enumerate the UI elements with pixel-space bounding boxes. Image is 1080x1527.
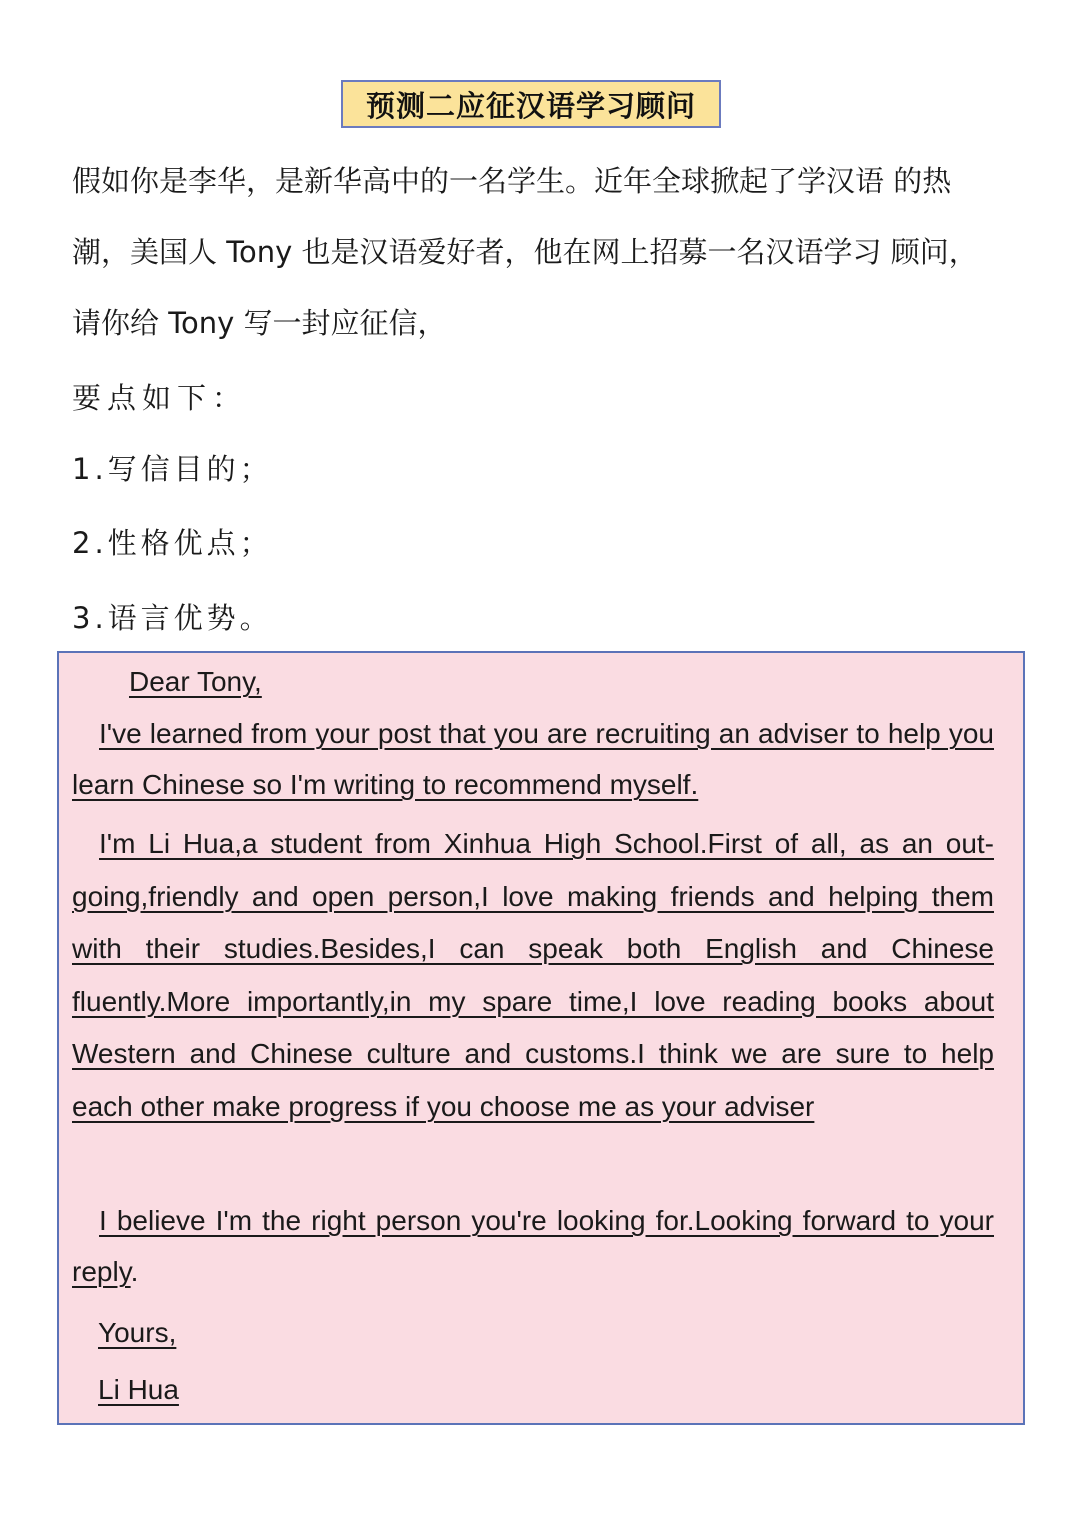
greeting-text: Dear Tony, xyxy=(129,666,262,697)
essay-paragraph-1 xyxy=(72,708,994,810)
prompt-line-2: 潮，美国人 Tony 也是汉语爱好者，他在网上招募一名汉语学习 顾问， xyxy=(72,235,978,269)
prompt-line-1: 假如你是李华，是新华高中的一名学生。近年全球掀起了学汉语 的热 xyxy=(72,164,952,198)
point-3: 3.语言优势。 xyxy=(72,601,273,635)
essay-greeting xyxy=(129,662,1051,702)
point-1: 1.写信目的； xyxy=(72,452,273,486)
page-title: 预测二应征汉语学习顾问 xyxy=(365,88,696,123)
paragraph-3-period: . xyxy=(130,1256,139,1287)
paragraph-3-text: I believe I'm the right person you're looking for.Looking forward to your reply xyxy=(72,1205,994,1287)
paragraph-2-text: I'm Li Hua,a student from Xinhua High School.First of all, as an out-going,friendly and open person,I love making friends and helping them with their studies.Besides,I can speak both English and Chinese fluently.More importantly,in my spare time,I love reading books about Western and Chinese culture and customs.I think we are sure to help each other make progress if you choose me as your adviser xyxy=(72,828,994,1122)
essay-paragraph-3 xyxy=(72,1195,994,1297)
signature-text: Li Hua xyxy=(98,1374,179,1405)
points-header: 要点如下： xyxy=(72,381,248,415)
closing-text: Yours, xyxy=(98,1317,177,1348)
essay-paragraph-2 xyxy=(72,818,994,1133)
essay-closing xyxy=(98,1313,1020,1353)
title-banner xyxy=(341,80,721,128)
paragraph-1-text: I've learned from your post that you are recruiting an adviser to help you learn Chinese so I'm writing to recommend myself. xyxy=(72,718,994,800)
essay-signature xyxy=(98,1370,1020,1410)
prompt-line-3: 请你给 Tony 写一封应征信， xyxy=(72,306,447,340)
point-2: 2.性格优点； xyxy=(72,526,273,560)
